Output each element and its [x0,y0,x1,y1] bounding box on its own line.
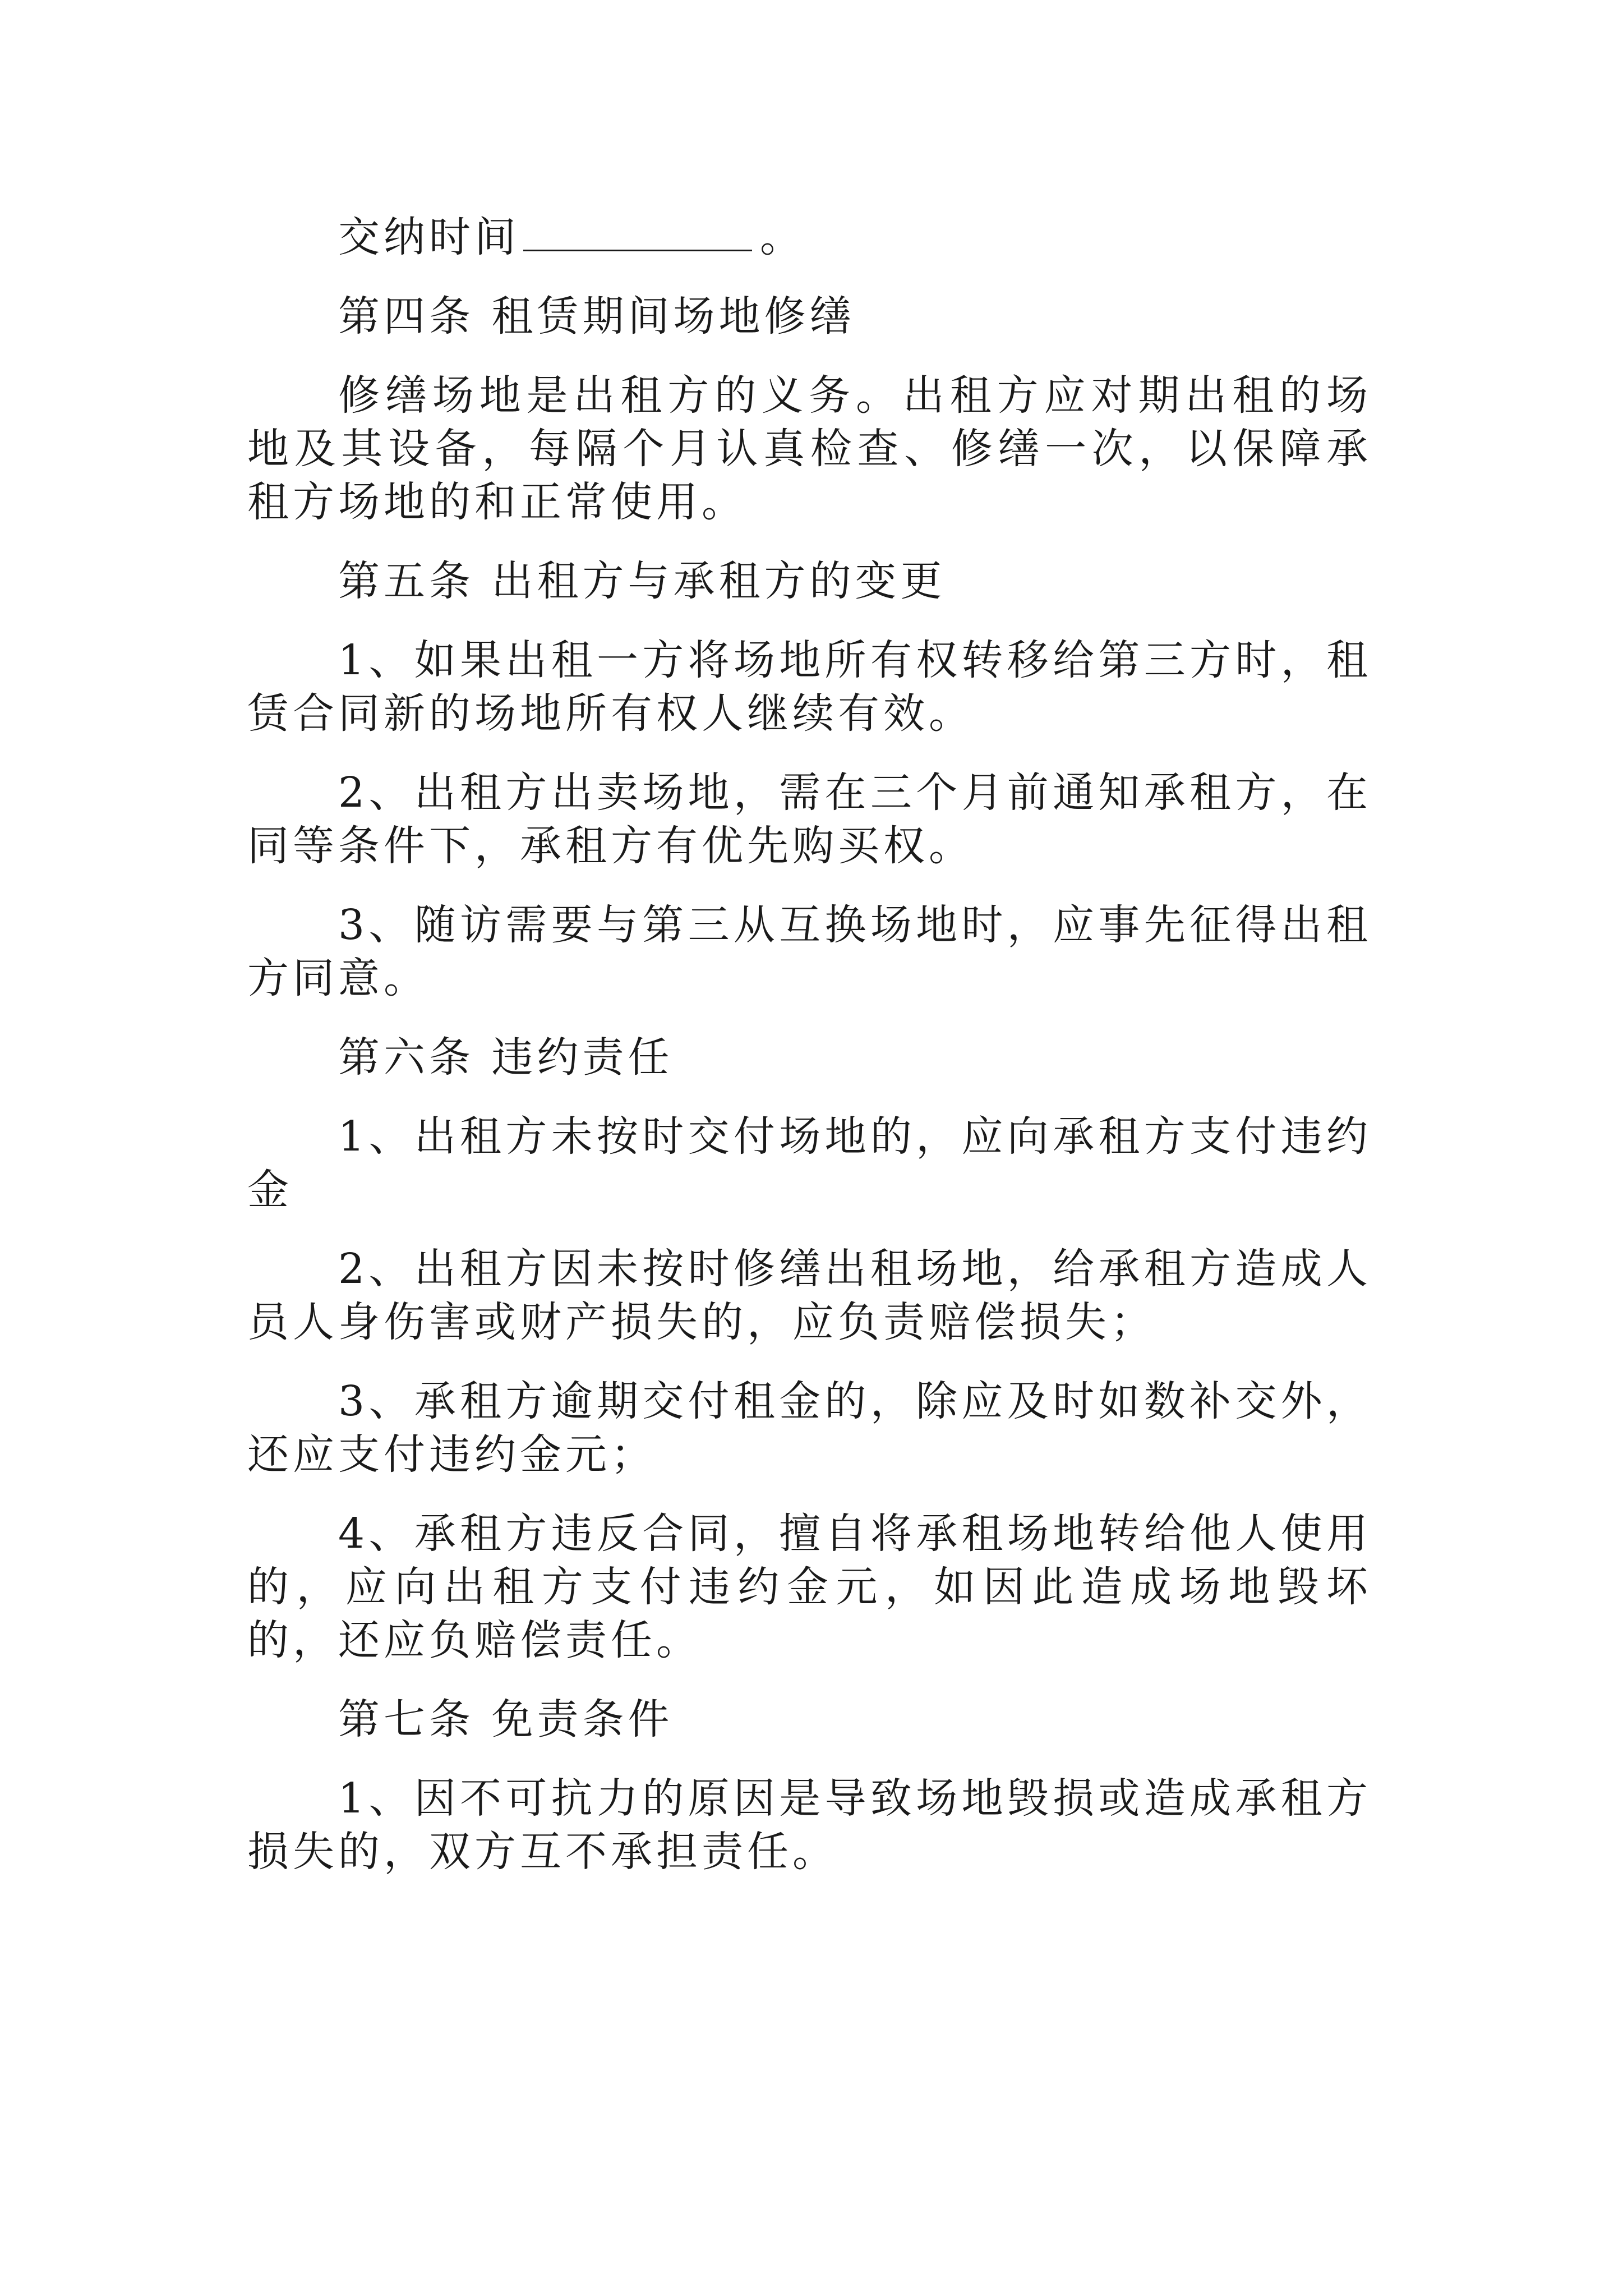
payment-time-label: 交纳时间 [338,213,520,261]
paragraph-sublease: 4、承租方违反合同，擅自将承租场地转给他人使用的，应向出租方支付违约金元，如因此造成场地毁坏的，还应负赔偿责任。 [247,1510,1372,1664]
paragraph-repair-liability: 2、出租方因未按时修缮出租场地，给承租方造成人员人身伤害或财产损失的，应负责赔偿损失； [247,1245,1372,1346]
paragraph-sale-notice: 2、出租方出卖场地，需在三个月前通知承租方，在同等条件下，承租方有优先购买权。 [247,769,1372,870]
payment-time-blank [523,210,752,251]
heading-article-7: 第七条 免责条件 [338,1695,674,1743]
paragraph-force-majeure: 1、因不可抗力的原因是导致场地毁损或造成承租方损失的，双方互不承担责任。 [247,1774,1372,1876]
payment-time-period: 。 [760,213,805,261]
heading-article-5: 第五条 出租方与承租方的变更 [338,557,946,605]
paragraph-payment-time [247,210,1372,264]
heading-article-4: 第四条 租赁期间场地修缮 [338,292,855,341]
paragraph-late-delivery: 1、出租方未按时交付场地的，应向承租方支付违约金 [247,1112,1372,1214]
paragraph-late-rent: 3、承租方逾期交付租金的，除应及时如数补交外，还应支付违约金元； [247,1377,1372,1479]
paragraph-ownership-transfer: 1、如果出租一方将场地所有权转移给第三方时，租赁合同新的场地所有权人继续有效。 [247,636,1372,738]
paragraph-repair-duty: 修缮场地是出租方的义务。出租方应对期出租的场地及其设备，每隔个月认真检查、修缮一次，以保障承租方场地的和正常使用。 [247,371,1372,526]
paragraph-site-exchange: 3、随访需要与第三从互换场地时，应事先征得出租方同意。 [247,901,1372,1002]
document-body [247,210,1372,1904]
heading-article-6: 第六条 违约责任 [338,1033,674,1082]
